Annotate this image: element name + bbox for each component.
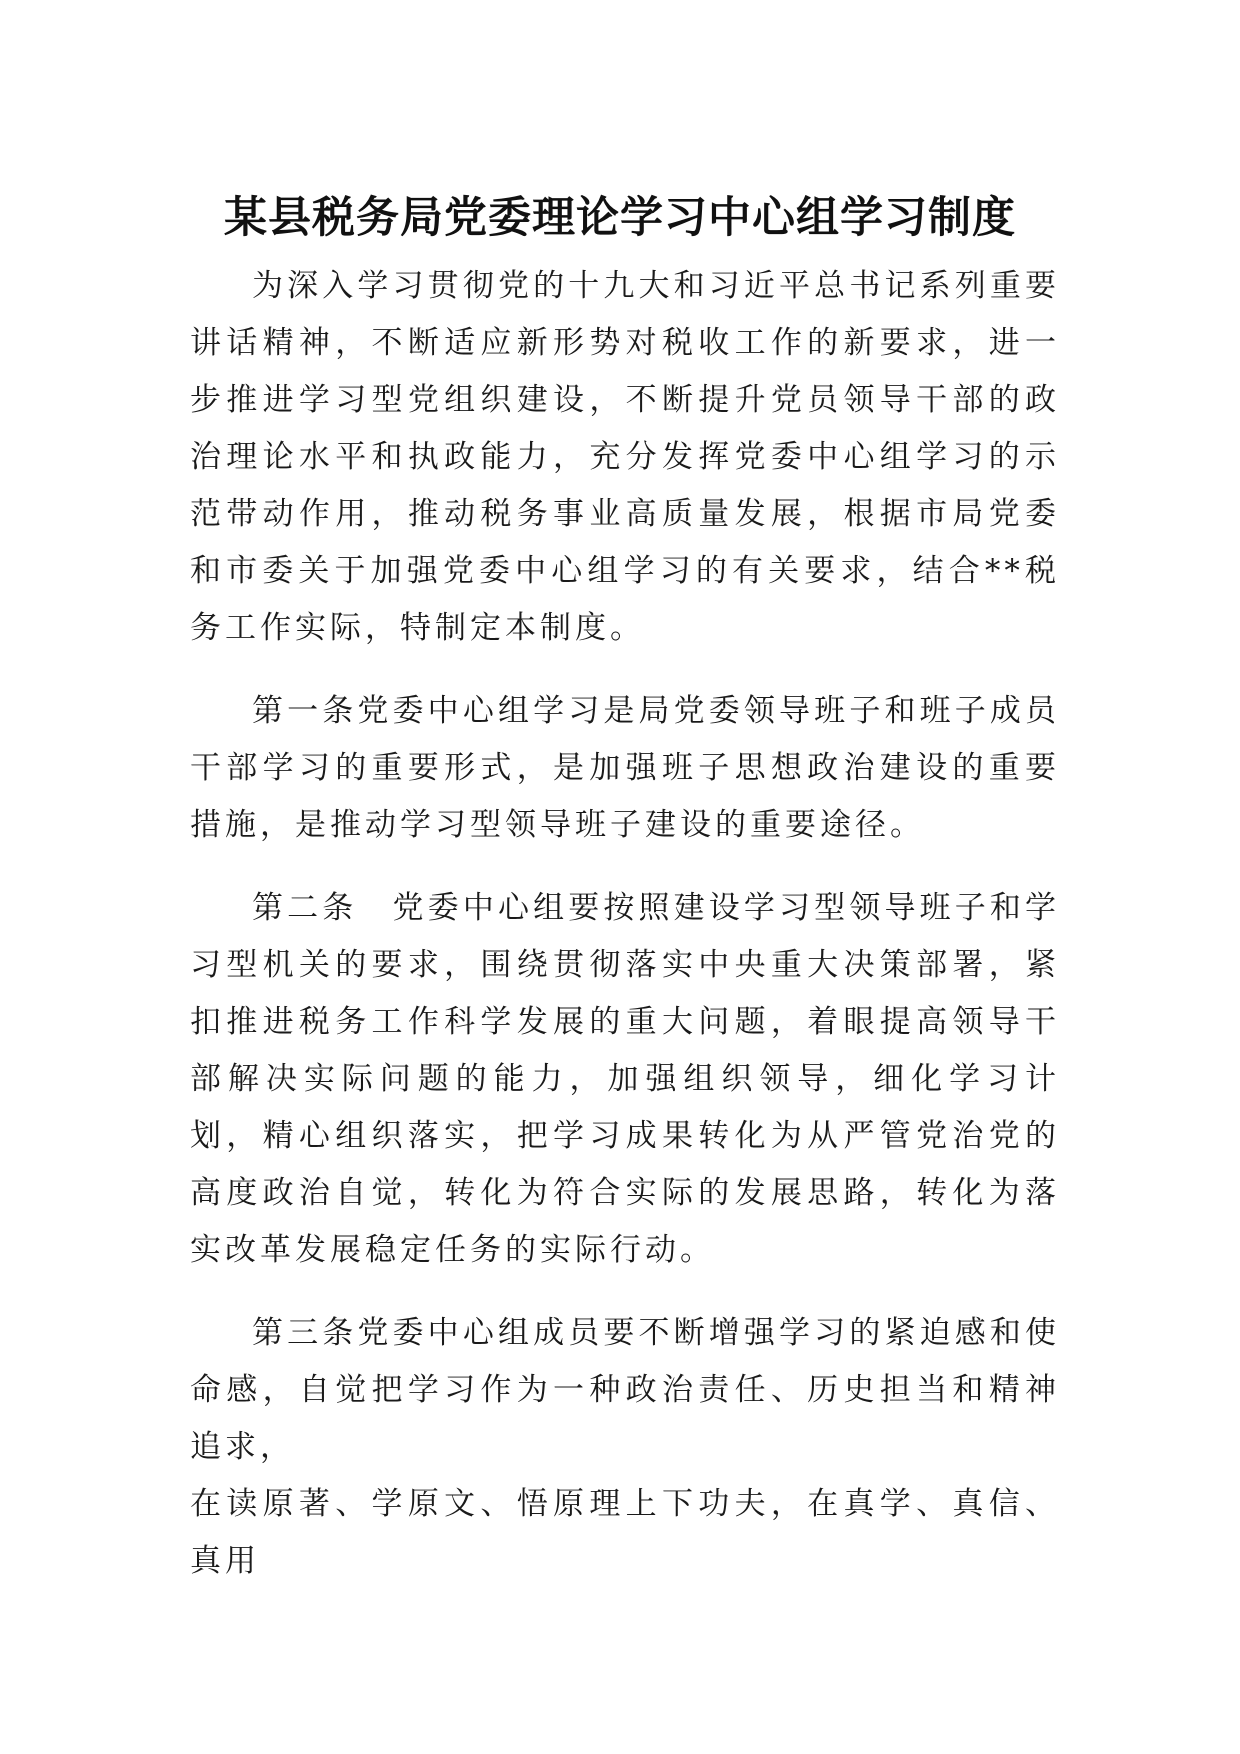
article-3-continuation: 在读原著、学原文、悟原理上下功夫，在真学、真信、真用: [190, 1486, 1060, 1579]
document-title: 某县税务局党委理论学习中心组学习制度: [224, 193, 1016, 243]
article-3-paragraph: 第三条党委中心组成员要不断增强学习的紧迫感和使命感，自觉把学习作为一种政治责任、历史担当和精神追求，: [190, 1315, 1060, 1465]
article-1-paragraph: 第一条党委中心组学习是局党委领导班子和班子成员干部学习的重要形式，是加强班子思想政治建设的重要措施，是推动学习型领导班子建设的重要途径。: [190, 693, 1060, 843]
article-2-paragraph: 第二条 党委中心组要按照建设学习型领导班子和学习型机关的要求，围绕贯彻落实中央重大决策部署，紧扣推进税务工作科学发展的重大问题，着眼提高领导干部解决实际问题的能力，加强组织领导，细化学习计划，精心组织落实，把学习成果转化为从严管党治党的高度政治自觉，转化为符合实际的发展思路，转化为落实改革发展稳定任务的实际行动。: [190, 890, 1060, 1268]
document-body: [190, 258, 1060, 1616]
intro-paragraph: 为深入学习贯彻党的十九大和习近平总书记系列重要讲话精神，不断适应新形势对税收工作的新要求，进一步推进学习型党组织建设，不断提升党员领导干部的政治理论水平和执政能力，充分发挥党委中心组学习的示范带动作用，推动税务事业高质量发展，根据市局党委和市委关于加强党委中心组学习的有关要求，结合**税务工作实际，特制定本制度。: [190, 268, 1060, 646]
